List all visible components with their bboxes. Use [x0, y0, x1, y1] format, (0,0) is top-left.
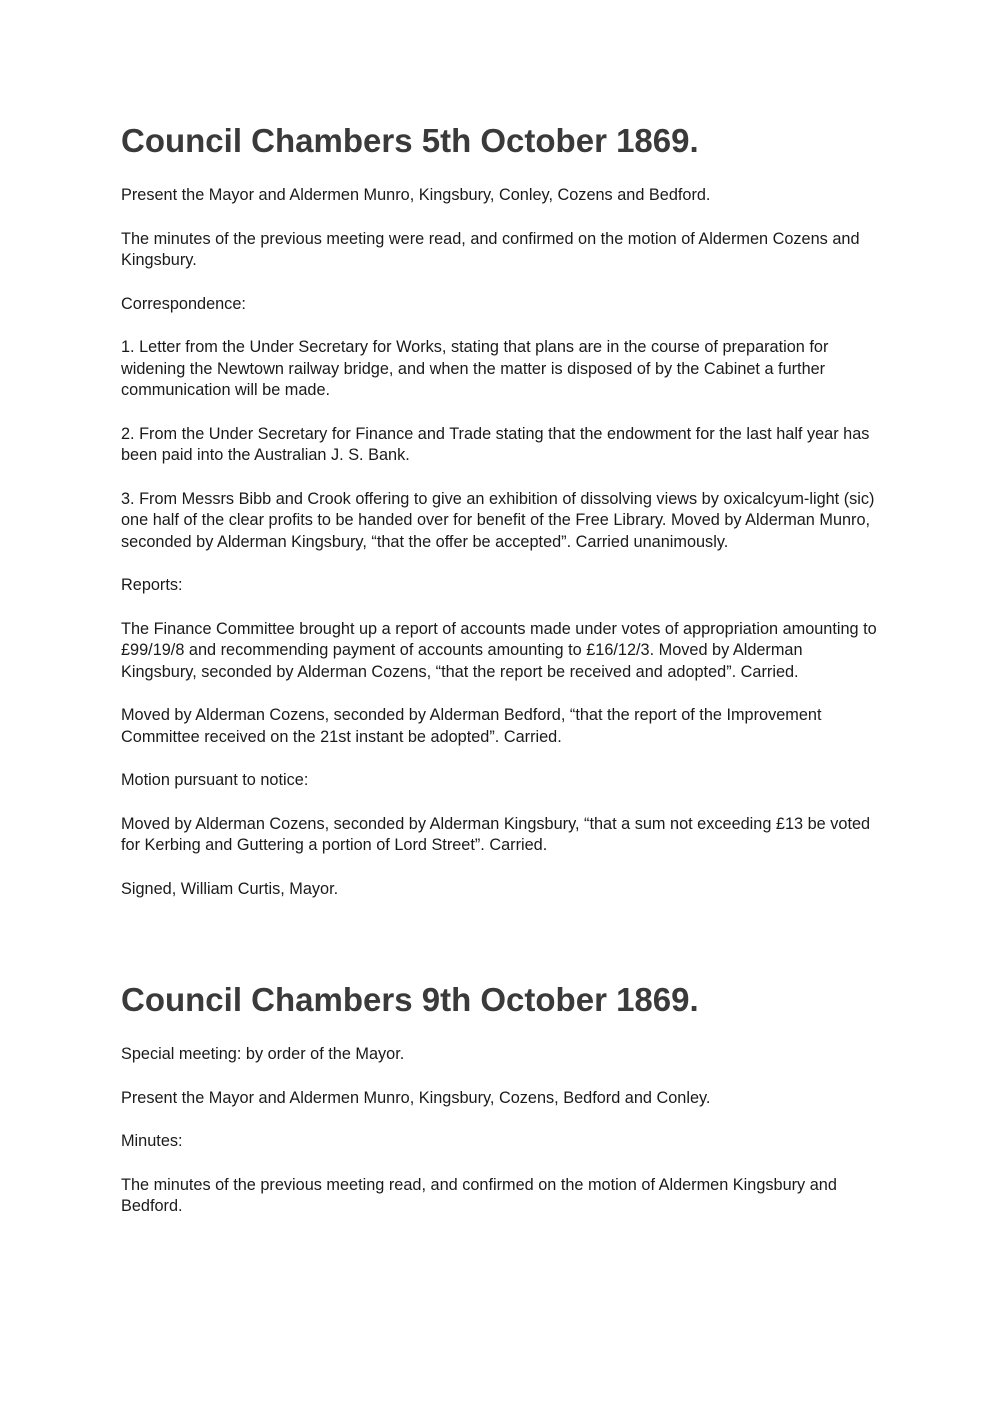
attendance-paragraph: Present the Mayor and Aldermen Munro, Kingsbury, Conley, Cozens and Bedford. [121, 186, 711, 204]
meeting-section-5-october-1869 [121, 0, 881, 900]
correspondence-item-1: 1. Letter from the Under Secretary for Works, stating that plans are in the course of preparation for widening the Newtown railway bridge, and when the matter is disposed of by the Cabinet a further communication will be made. [121, 338, 829, 399]
meeting-title: Council Chambers 9th October 1869. [121, 981, 699, 1018]
special-meeting-note: Special meeting: by order of the Mayor. [121, 1045, 405, 1063]
attendance-paragraph: Present the Mayor and Aldermen Munro, Kingsbury, Cozens, Bedford and Conley. [121, 1088, 711, 1107]
signature-line: Signed, William Curtis, Mayor. [121, 879, 339, 898]
correspondence-item-3: 3. From Messrs Bibb and Crook offering to give an exhibition of dissolving views by oxicalcyum-light (sic) one half of the clear profits to be handed over for benefit of the Free Library. Moved by Alderman Munro, seconded by Alderman Kingsbury, “that the offer be accepted”. Carried unanimously. [121, 489, 875, 551]
improvement-committee-motion: Moved by Alderman Cozens, seconded by Alderman Bedford, “that the report of the Improvement Committee received on the 21st instant be adopted”. Carried. [121, 706, 822, 746]
minutes-confirmation-paragraph: The minutes of the previous meeting read, and confirmed on the motion of Aldermen Kingsbury and Bedford. [121, 1175, 837, 1215]
correspondence-heading: Correspondence: [121, 294, 246, 313]
correspondence-item-2: 2. From the Under Secretary for Finance and Trade stating that the endowment for the last half year has been paid into the Australian J. S. Bank. [121, 424, 870, 464]
document-page [121, 0, 881, 1240]
motion-notice-heading: Motion pursuant to notice: [121, 771, 309, 789]
minutes-heading: Minutes: [121, 1132, 183, 1150]
reports-heading: Reports: [121, 576, 183, 594]
finance-committee-report: The Finance Committee brought up a report of accounts made under votes of appropriation amounting to £99/19/8 and recommending payment of accounts amounting to £16/12/3. Moved by Alderman Kingsbury, seconded by Alderman Cozens, “that the report be received and adopted”. Carried. [121, 619, 877, 681]
meeting-section-9-october-1869 [121, 922, 881, 1218]
meeting-title: Council Chambers 5th October 1869. [121, 122, 699, 159]
minutes-confirmation-paragraph: The minutes of the previous meeting were read, and confirmed on the motion of Aldermen Cozens and Kingsbury. [121, 229, 860, 269]
kerbing-motion: Moved by Alderman Cozens, seconded by Alderman Kingsbury, “that a sum not exceeding £13 be voted for Kerbing and Guttering a portion of Lord Street”. Carried. [121, 814, 871, 854]
